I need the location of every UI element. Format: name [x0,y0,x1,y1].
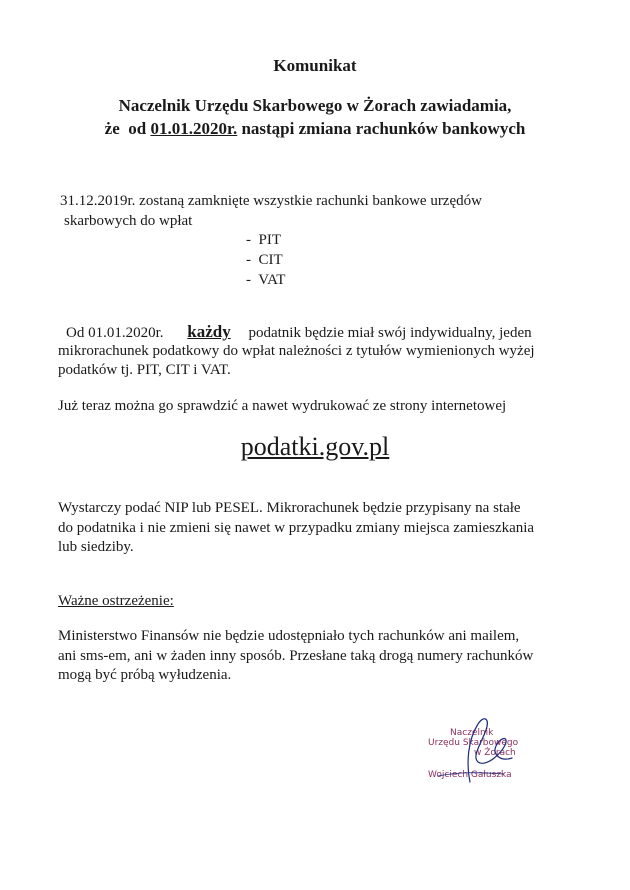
signature-stamp [408,712,548,790]
stamp-name: Wojciech Gałuszka [428,770,512,780]
para1-line1: 31.12.2019r. zostaną zamknięte wszystkie rachunki bankowe urzędów [60,193,482,209]
para2-date: Od 01.01.2020r. [66,325,164,341]
warning-heading: Ważne ostrzeżenie: [58,593,174,609]
para4-line3: lub siedziby. [58,539,134,555]
para2-line2: mikrorachunek podatkowy do wpłat należności z tytułów wymienionych wyżej [58,343,535,359]
heading-line-1: Naczelnik Urzędu Skarbowego w Żorach zawiadamia, [118,96,512,115]
stamp-line2: Urzędu Skarbowego [428,738,519,748]
para5-line3: mogą być próbą wyłudzenia. [58,667,232,683]
para2-line3: podatków tj. PIT, CIT i VAT. [58,362,231,378]
heading-date: 01.01.2020r. [150,119,238,138]
heading-line-2-post: nastąpi zmiana rachunków bankowych [237,119,526,138]
handwritten-signature-icon [408,712,548,790]
para3: Już teraz można go sprawdzić a nawet wydrukować ze strony internetowej [58,398,507,414]
para4-line1: Wystarczy podać NIP lub PESEL. Mikrorachunek będzie przypisany na stałe [58,500,521,516]
list-item: - CIT [246,252,283,268]
stamp-line3: w Żorach [474,748,516,758]
website-link[interactable]: podatki.gov.pl [240,432,390,461]
para4-line2: do podatnika i nie zmieni się nawet w przypadku zmiany miejsca zamieszkania [58,520,535,536]
heading-line-2 [0,119,630,139]
para5-line1: Ministerstwo Finansów nie będzie udostępniało tych rachunków ani mailem, [58,628,520,644]
heading-line-2-pre: że od [104,119,151,138]
para2-line1 [66,322,532,342]
para1-line2: skarbowych do wpłat [64,213,193,229]
document-title: Komunikat [273,56,357,75]
list-item: - VAT [246,272,286,288]
list-item: - PIT [246,232,281,248]
para2-emphasis: każdy [187,322,231,341]
tax-list [246,230,285,290]
stamp-line1: Naczelnik [450,728,494,738]
para2-line1-rest: podatnik będzie miał swój indywidualny, jeden [248,325,532,341]
para5-line2: ani sms-em, ani w żaden inny sposób. Przesłane taką drogą numery rachunków [58,648,534,664]
